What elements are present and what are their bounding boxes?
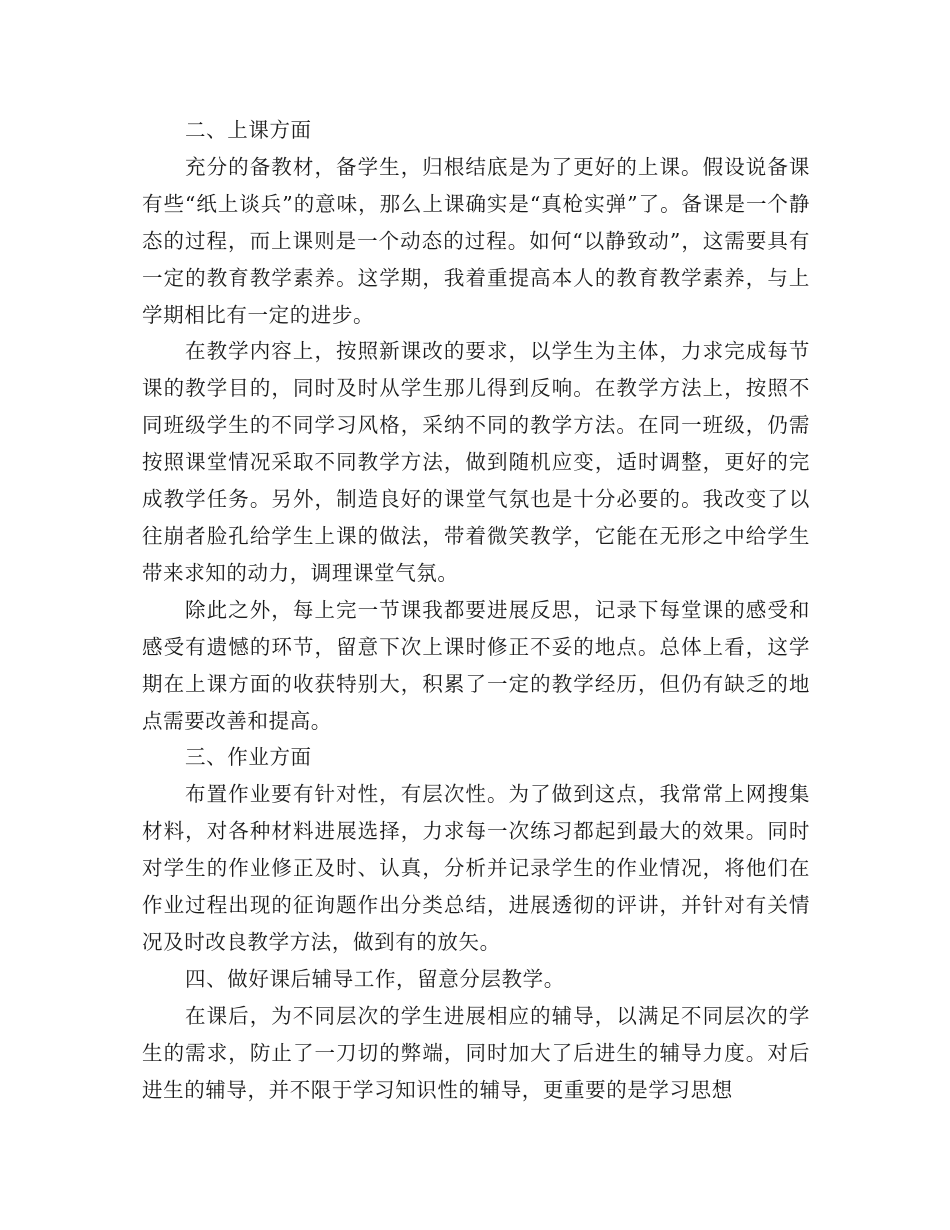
paragraph-tutoring: 在课后，为不同层次的学生进展相应的辅导，以满足不同层次的学生的需求，防止了一刀切的弊端，同时加大了后进生的辅导力度。对后进生的辅导，并不限于学习知识性的辅导，更重要的是学习思想 (142, 1003, 810, 1102)
section-heading-homework: 三、作业方面 (185, 745, 312, 770)
paragraph-lecture-intro: 充分的备教材，备学生，归根结底是为了更好的上课。假设说备课有些“纸上谈兵”的意味，那么上课确实是“真枪实弹”了。备课是一个静态的过程，而上课则是一个动态的过程。如何“以静致动”，这需要具有一定的教育教学素养。这学期，我着重提高本人的教育教学素养，与上学期相比有一定的进步。 (142, 154, 810, 327)
document-body (142, 112, 810, 1108)
paragraph-homework: 布置作业要有针对性，有层次性。为了做到这点，我常常上网搜集材料，对各种材料进展选择，力求每一次练习都起到最大的效果。同时对学生的作业修正及时、认真，分析并记录学生的作业情况，将他们在作业过程出现的征询题作出分类总结，进展透彻的评讲，并针对有关情况及时改良教学方法，做到有的放矢。 (142, 782, 810, 954)
paragraph-teaching-content: 在教学内容上，按照新课改的要求，以学生为主体，力求完成每节课的教学目的，同时及时从学生那儿得到反响。在教学方法上，按照不同班级学生的不同学习风格，采纳不同的教学方法。在同一班级，仍需按照课堂情况采取不同教学方法，做到随机应变，适时调整，更好的完成教学任务。另外，制造良好的课堂气氛也是十分必要的。我改变了以往崩者脸孔给学生上课的做法，带着微笑教学，它能在无形之中给学生带来求知的动力，调理课堂气氛。 (142, 339, 810, 585)
section-heading-lecture: 二、上课方面 (185, 118, 312, 142)
paragraph-reflection: 除此之外，每上完一节课我都要进展反思，记录下每堂课的感受和感受有遗憾的环节，留意下次上课时修正不妥的地点。总体上看，这学期在上课方面的收获特别大，积累了一定的教学经历，但仍有缺乏的地点需要改善和提高。 (142, 597, 810, 733)
section-heading-tutoring: 四、做好课后辅导工作，留意分层教学。 (185, 966, 565, 991)
